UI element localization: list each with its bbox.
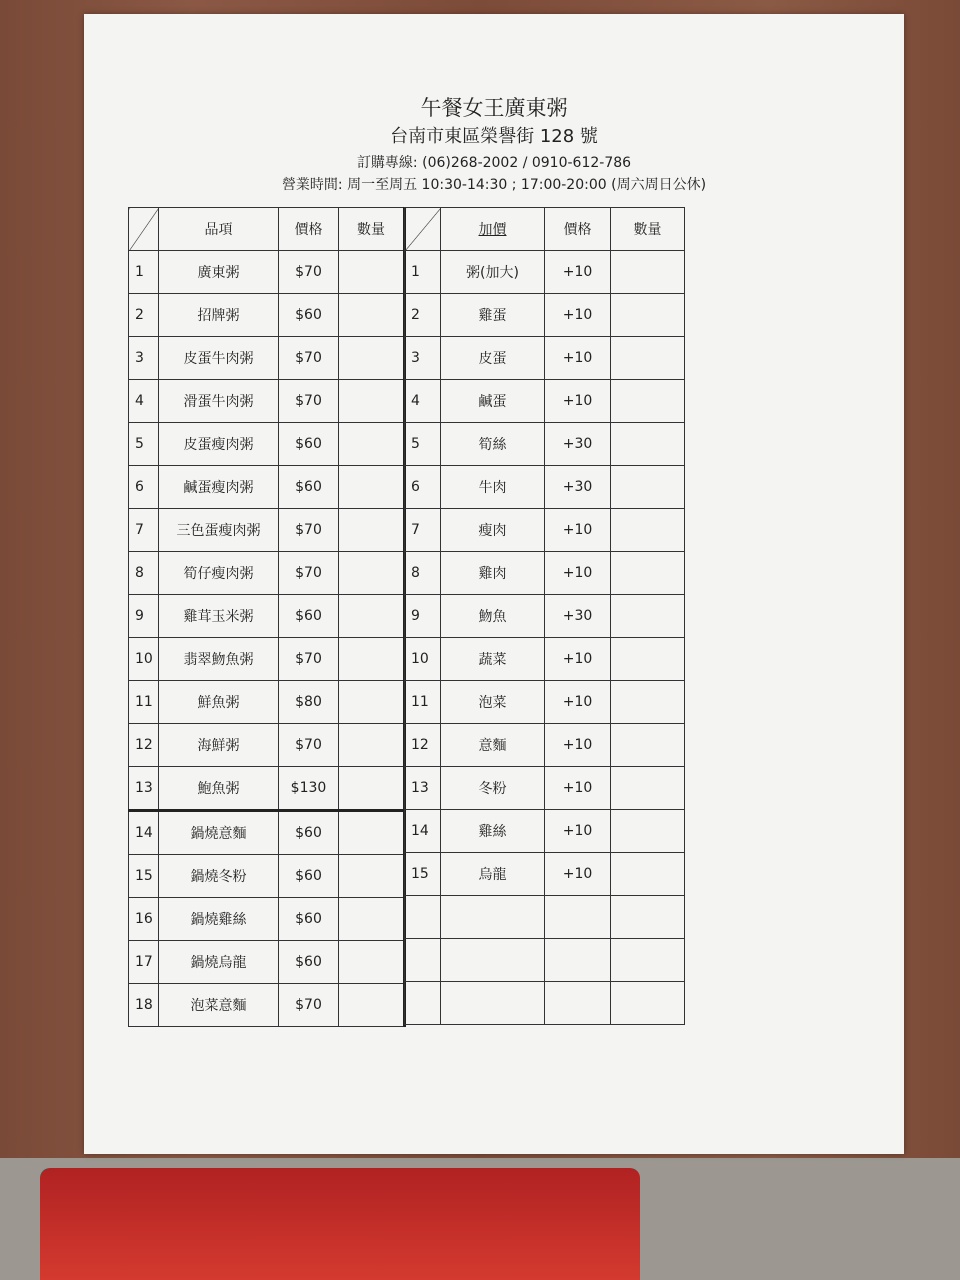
qty-cell[interactable] — [611, 509, 685, 552]
table-row — [405, 509, 685, 552]
row-number: 14 — [405, 810, 441, 853]
qty-cell[interactable] — [611, 724, 685, 767]
qty-cell[interactable] — [339, 423, 405, 466]
item-name: 泡菜 — [441, 681, 545, 724]
item-price: $70 — [279, 638, 339, 681]
row-number: 6 — [405, 466, 441, 509]
qty-cell[interactable] — [611, 896, 685, 939]
item-price: $60 — [279, 466, 339, 509]
item-price: $70 — [279, 251, 339, 294]
qty-cell[interactable] — [611, 638, 685, 681]
item-price: +30 — [545, 595, 611, 638]
row-number: 15 — [129, 855, 159, 898]
item-price: $70 — [279, 724, 339, 767]
table-row — [129, 855, 405, 898]
qty-cell[interactable] — [611, 939, 685, 982]
qty-cell[interactable] — [339, 724, 405, 767]
item-price: $80 — [279, 681, 339, 724]
row-number: 3 — [129, 337, 159, 380]
table-row — [129, 294, 405, 337]
table-row — [405, 939, 685, 982]
row-number — [405, 939, 441, 982]
item-price: +30 — [545, 466, 611, 509]
qty-cell[interactable] — [339, 941, 405, 984]
row-number: 5 — [405, 423, 441, 466]
shop-title: 午餐女王廣東粥 — [420, 96, 568, 120]
row-number: 18 — [129, 984, 159, 1027]
row-number: 7 — [405, 509, 441, 552]
qty-cell[interactable] — [339, 855, 405, 898]
qty-cell[interactable] — [611, 251, 685, 294]
item-name: 粥(加大) — [441, 251, 545, 294]
table-row — [129, 423, 405, 466]
item-price: +10 — [545, 810, 611, 853]
table-row — [129, 337, 405, 380]
header-price: 價格 — [545, 208, 611, 251]
corner-cell — [405, 208, 441, 251]
item-price: +10 — [545, 552, 611, 595]
item-name: 魩魚 — [441, 595, 545, 638]
table-row — [405, 380, 685, 423]
item-price — [545, 982, 611, 1025]
item-name: 滑蛋牛肉粥 — [159, 380, 279, 423]
table-row — [405, 810, 685, 853]
table-row — [129, 724, 405, 767]
qty-cell[interactable] — [339, 767, 405, 811]
item-price: $70 — [279, 552, 339, 595]
qty-cell[interactable] — [339, 380, 405, 423]
item-name: 鹹蛋瘦肉粥 — [159, 466, 279, 509]
item-name: 泡菜意麵 — [159, 984, 279, 1027]
item-price — [545, 896, 611, 939]
qty-cell[interactable] — [339, 466, 405, 509]
item-price: +10 — [545, 251, 611, 294]
row-number: 12 — [405, 724, 441, 767]
row-number: 12 — [129, 724, 159, 767]
table-row — [405, 724, 685, 767]
item-price: $60 — [279, 423, 339, 466]
row-number: 1 — [405, 251, 441, 294]
item-name: 鹹蛋 — [441, 380, 545, 423]
table-row — [129, 898, 405, 941]
row-number: 17 — [129, 941, 159, 984]
table-row — [405, 681, 685, 724]
qty-cell[interactable] — [611, 466, 685, 509]
item-price: $70 — [279, 509, 339, 552]
table-row — [129, 984, 405, 1027]
header-qty: 數量 — [339, 208, 405, 251]
item-price: $70 — [279, 984, 339, 1027]
item-name: 冬粉 — [441, 767, 545, 810]
row-number: 5 — [129, 423, 159, 466]
item-name: 鍋燒冬粉 — [159, 855, 279, 898]
corner-cell — [129, 208, 159, 251]
item-name: 雞絲 — [441, 810, 545, 853]
qty-cell[interactable] — [339, 638, 405, 681]
table-row — [405, 294, 685, 337]
row-number — [405, 896, 441, 939]
item-name: 烏龍 — [441, 853, 545, 896]
item-name: 鮑魚粥 — [159, 767, 279, 811]
item-name: 筍仔瘦肉粥 — [159, 552, 279, 595]
qty-cell[interactable] — [611, 552, 685, 595]
item-name: 筍絲 — [441, 423, 545, 466]
row-number: 14 — [129, 811, 159, 855]
qty-cell[interactable] — [339, 984, 405, 1027]
row-number: 6 — [129, 466, 159, 509]
item-name: 鮮魚粥 — [159, 681, 279, 724]
item-price: $70 — [279, 380, 339, 423]
business-hours: 營業時間: 周一至周五 10:30-14:30 ; 17:00-20:00 (周六周日公休) — [281, 177, 707, 193]
header-qty: 數量 — [611, 208, 685, 251]
row-number: 11 — [129, 681, 159, 724]
item-name: 牛肉 — [441, 466, 545, 509]
qty-cell[interactable] — [339, 898, 405, 941]
item-name: 雞蛋 — [441, 294, 545, 337]
qty-cell[interactable] — [339, 294, 405, 337]
row-number: 2 — [405, 294, 441, 337]
table-row — [405, 337, 685, 380]
row-number: 9 — [405, 595, 441, 638]
row-number: 15 — [405, 853, 441, 896]
item-price: +10 — [545, 853, 611, 896]
table-row — [129, 509, 405, 552]
qty-cell[interactable] — [339, 552, 405, 595]
item-price: +10 — [545, 337, 611, 380]
item-name: 海鮮粥 — [159, 724, 279, 767]
item-price: $60 — [279, 595, 339, 638]
item-name: 雞肉 — [441, 552, 545, 595]
qty-cell[interactable] — [611, 982, 685, 1025]
table-row — [405, 767, 685, 810]
item-price: +10 — [545, 380, 611, 423]
header-item: 加價 — [441, 208, 545, 251]
table-row — [405, 896, 685, 939]
item-price: $60 — [279, 855, 339, 898]
row-number: 10 — [405, 638, 441, 681]
qty-cell[interactable] — [339, 251, 405, 294]
table-row — [129, 941, 405, 984]
qty-cell[interactable] — [339, 595, 405, 638]
row-number: 4 — [405, 380, 441, 423]
item-price: $130 — [279, 767, 339, 811]
item-price: +10 — [545, 724, 611, 767]
table-row — [405, 423, 685, 466]
qty-cell[interactable] — [611, 810, 685, 853]
item-price — [545, 939, 611, 982]
qty-cell[interactable] — [611, 681, 685, 724]
order-phone: 訂購專線: (06)268-2002 / 0910-612-786 — [356, 155, 632, 171]
item-price: $60 — [279, 811, 339, 855]
row-number: 8 — [405, 552, 441, 595]
table-row — [405, 853, 685, 896]
qty-cell[interactable] — [339, 681, 405, 724]
item-price: +10 — [545, 294, 611, 337]
row-number: 11 — [405, 681, 441, 724]
qty-cell[interactable] — [611, 294, 685, 337]
row-number: 4 — [129, 380, 159, 423]
item-name — [441, 896, 545, 939]
item-name: 皮蛋瘦肉粥 — [159, 423, 279, 466]
table-row — [405, 595, 685, 638]
item-name: 廣東粥 — [159, 251, 279, 294]
item-price: +10 — [545, 767, 611, 810]
item-name: 鍋燒烏龍 — [159, 941, 279, 984]
table-row — [129, 681, 405, 724]
item-price: +30 — [545, 423, 611, 466]
item-name: 皮蛋牛肉粥 — [159, 337, 279, 380]
row-number: 3 — [405, 337, 441, 380]
item-name: 皮蛋 — [441, 337, 545, 380]
row-number: 8 — [129, 552, 159, 595]
table-row — [129, 638, 405, 681]
qty-cell[interactable] — [611, 337, 685, 380]
table-row — [405, 982, 685, 1025]
item-price: +10 — [545, 638, 611, 681]
item-price: $60 — [279, 941, 339, 984]
row-number: 16 — [129, 898, 159, 941]
row-number — [405, 982, 441, 1025]
row-number: 9 — [129, 595, 159, 638]
item-price: $70 — [279, 337, 339, 380]
table-row — [129, 380, 405, 423]
row-number: 10 — [129, 638, 159, 681]
qty-cell[interactable] — [339, 337, 405, 380]
qty-cell[interactable] — [611, 595, 685, 638]
table-row — [129, 552, 405, 595]
addon-table — [404, 207, 685, 1025]
item-name: 翡翠魩魚粥 — [159, 638, 279, 681]
menu-header — [84, 94, 904, 196]
qty-cell[interactable] — [339, 509, 405, 552]
main-menu-table — [128, 207, 406, 1027]
row-number: 2 — [129, 294, 159, 337]
qty-cell[interactable] — [611, 767, 685, 810]
row-number: 13 — [405, 767, 441, 810]
row-number: 13 — [129, 767, 159, 811]
table-row — [129, 767, 405, 811]
item-name: 鍋燒意麵 — [159, 811, 279, 855]
table-row — [405, 251, 685, 294]
red-cloth — [40, 1168, 640, 1280]
table-row — [129, 595, 405, 638]
item-name — [441, 939, 545, 982]
item-name: 鍋燒雞絲 — [159, 898, 279, 941]
table-row — [405, 552, 685, 595]
item-name: 三色蛋瘦肉粥 — [159, 509, 279, 552]
row-number: 7 — [129, 509, 159, 552]
item-price: $60 — [279, 294, 339, 337]
qty-cell[interactable] — [339, 811, 405, 855]
item-name: 意麵 — [441, 724, 545, 767]
table-row — [405, 638, 685, 681]
qty-cell[interactable] — [611, 853, 685, 896]
item-name: 蔬菜 — [441, 638, 545, 681]
item-name — [441, 982, 545, 1025]
table-row — [129, 466, 405, 509]
table-row — [405, 466, 685, 509]
item-name: 雞茸玉米粥 — [159, 595, 279, 638]
row-number: 1 — [129, 251, 159, 294]
table-row — [129, 251, 405, 294]
qty-cell[interactable] — [611, 380, 685, 423]
item-name: 招牌粥 — [159, 294, 279, 337]
item-price: $60 — [279, 898, 339, 941]
qty-cell[interactable] — [611, 423, 685, 466]
header-price: 價格 — [279, 208, 339, 251]
item-price: +10 — [545, 681, 611, 724]
header-item: 品項 — [159, 208, 279, 251]
shop-address: 台南市東區榮譽街 128 號 — [390, 126, 598, 147]
item-price: +10 — [545, 509, 611, 552]
item-name: 瘦肉 — [441, 509, 545, 552]
table-row — [129, 811, 405, 855]
